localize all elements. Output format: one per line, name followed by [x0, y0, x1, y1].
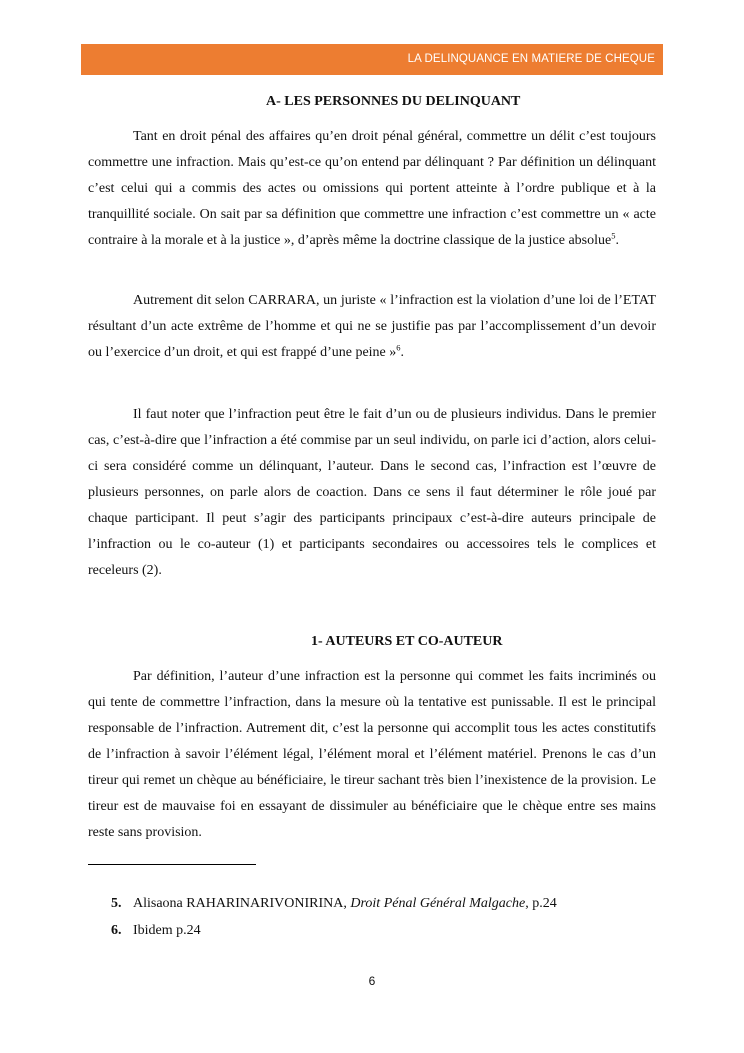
footnote-number: 5.	[111, 896, 122, 911]
footnote-text: Ibidem p.24	[133, 923, 201, 938]
footnote-book-title: Droit Pénal Général Malgache	[350, 896, 526, 911]
footnote-ref: 6	[396, 342, 401, 353]
running-header-bar	[81, 44, 663, 75]
footnote-separator	[88, 864, 256, 865]
footnote-number: 6.	[111, 923, 122, 938]
paragraph-end: .	[400, 345, 405, 360]
section-1-paragraph-1: Par définition, l’auteur d’une infraction est la personne qui commet les faits incriminés ou qui tente de commettre l’infraction, dans la mesure où la tentative est punissable. Il est le principal responsable de l’infraction. Autrement dit, c’est la personne qui accomplit tous les actes constitutifs de l’infraction à savoir l’élément légal, l’élément moral et l’élément matériel. Prenons le cas d’un tireur qui remet un chèque au bénéficiaire, le tireur sachant très bien l’inexistence de la provision. Le tireur est de mauvaise foi en essayant de dissimuler au bénéficiaire que le chèque entre ses mains reste sans provision.	[88, 669, 656, 840]
section-a-paragraph-1	[88, 124, 656, 254]
running-header-title: LA DELINQUANCE EN MATIERE DE CHEQUE	[407, 53, 655, 65]
footnote-6	[111, 923, 201, 939]
page-number: 6	[368, 974, 376, 988]
paragraph-text: Autrement dit selon CARRARA, un juriste « l’infraction est la violation d’une loi de l’ETAT résultant d’un acte extrême de l’homme et qui ne se justifie pas par l’accomplissement d’un devoir ou l’exercice d’un droit, et qui est frappé d’une peine »	[88, 293, 656, 360]
footnote-5	[111, 896, 557, 912]
paragraph-end: .	[615, 233, 619, 248]
paragraph-text: Tant en droit pénal des affaires qu’en droit pénal général, commettre un délit c’est toujours commettre une infraction. Mais qu’est-ce qu’on entend par délinquant ? Par définition un délinquant c’est celui qui a commis des actes ou omissions qui portent atteinte à l’ordre publique et à la tranquillité sociale. On sait par sa définition que commettre une infraction c’est commettre un « acte contraire à la morale et à la justice », d’après même la doctrine classique de la justice absolue	[88, 129, 656, 248]
section-a-heading: A- LES PERSONNES DU DELINQUANT	[266, 94, 521, 109]
section-1-heading: 1- AUTEURS ET CO-AUTEUR	[311, 634, 503, 649]
section-a-paragraph-2	[88, 288, 656, 366]
footnote-page: , p.24	[525, 896, 557, 911]
footnote-ref: 5	[611, 230, 616, 241]
footnote-author: Alisaona RAHARINARIVONIRINA,	[133, 896, 351, 911]
section-a-paragraph-3: Il faut noter que l’infraction peut être le fait d’un ou de plusieurs individus. Dans le premier cas, c’est-à-dire que l’infraction a été commise par un seul individu, on parle ici d’action, alors celui-ci sera considéré comme un délinquant, l’auteur. Dans le second cas, l’infraction est l’œuvre de plusieurs personnes, on parle alors de coaction. Dans ce sens il faut déterminer le rôle joué par chaque participant. Il peut s’agir des participants principaux c’est-à-dire auteurs principale de l’infraction ou le co-auteur (1) et participants secondaires ou accessoires tels le complices et receleurs (2).	[88, 407, 656, 578]
